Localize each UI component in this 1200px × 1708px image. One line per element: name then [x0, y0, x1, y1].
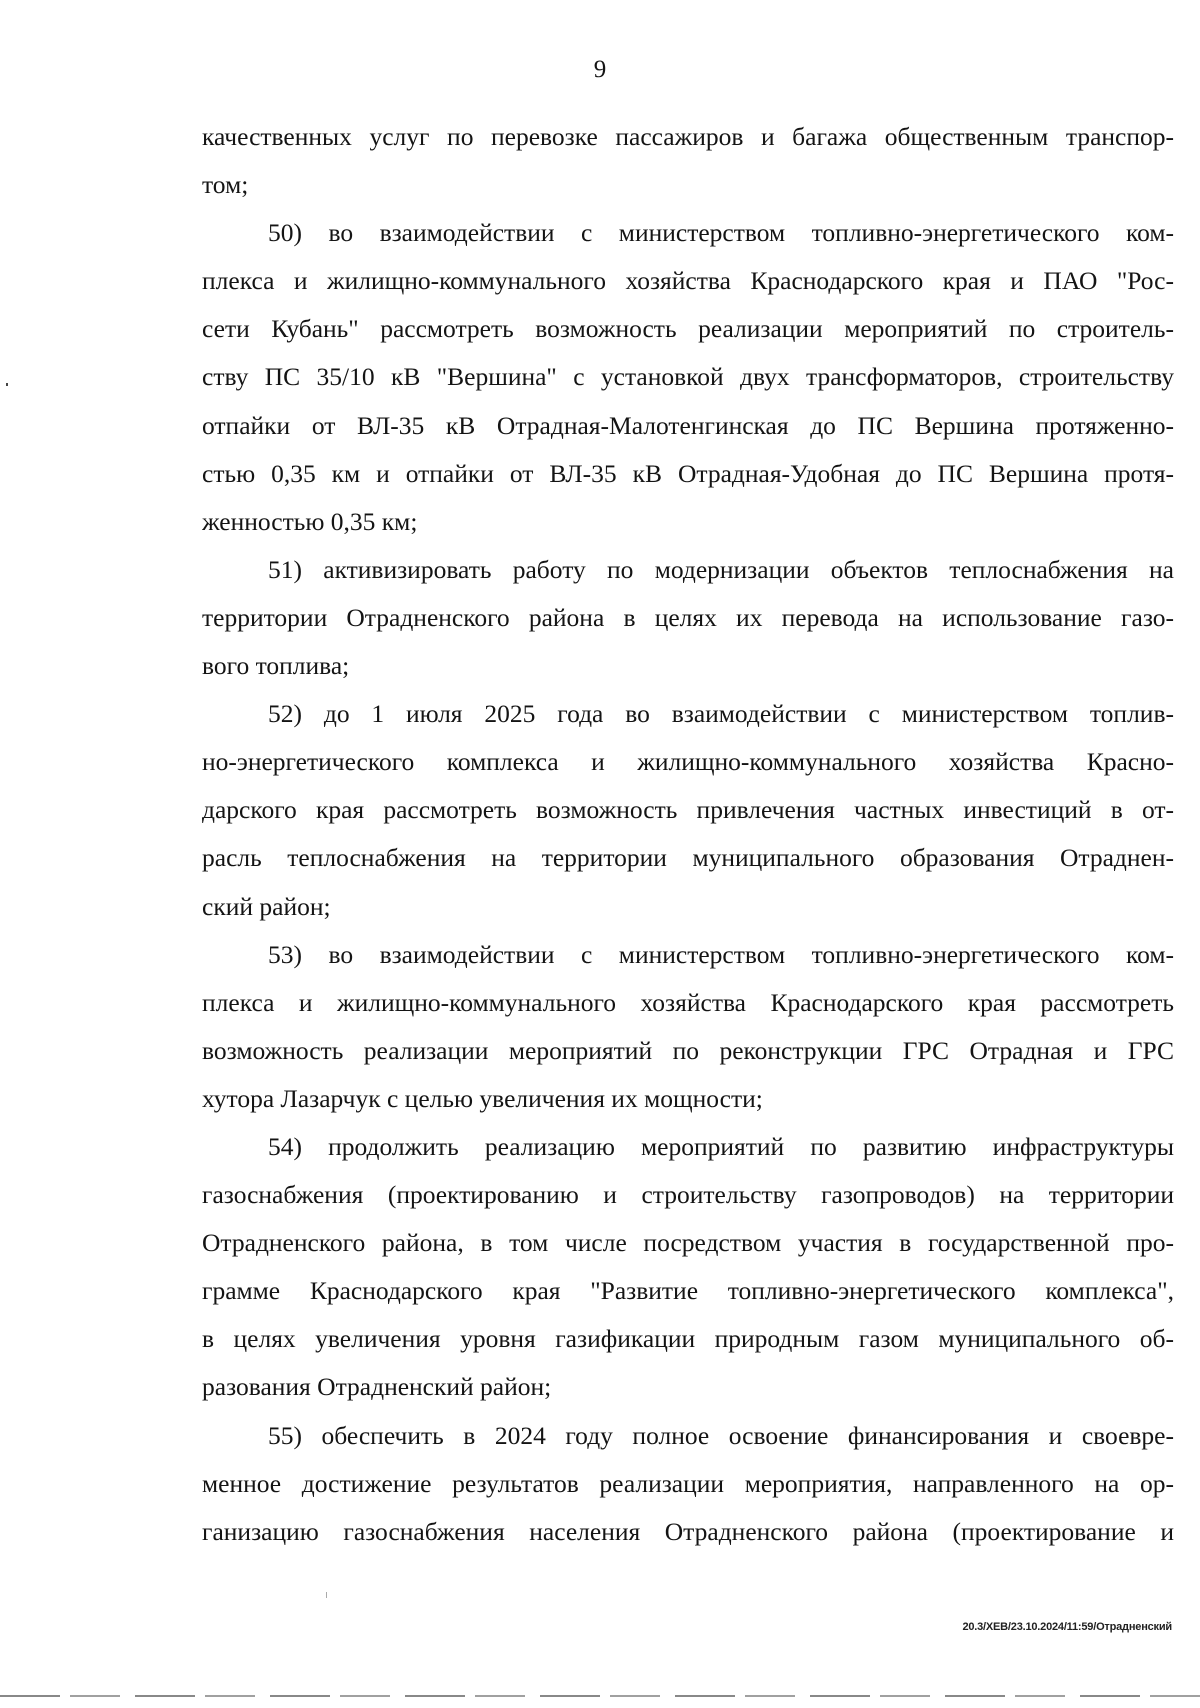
- scan-artifact-dot: [6, 383, 8, 386]
- body-text: [202, 113, 1174, 1556]
- text-line: 52) до 1 июля 2025 года во взаимодействии с министерством топлив-: [268, 699, 1174, 729]
- text-line: газоснабжения (проектированию и строительству газопроводов) на территории: [202, 1180, 1174, 1210]
- text-line: грамме Краснодарского края "Развитие топливно-энергетического комплекса",: [202, 1276, 1174, 1306]
- text-line: ский район;: [202, 891, 331, 921]
- text-line: возможность реализации мероприятий по реконструкции ГРС Отрадная и ГРС: [202, 1035, 1174, 1065]
- text-line: в целях увеличения уровня газификации природным газом муниципального об-: [202, 1324, 1174, 1354]
- text-line: территории Отрадненского района в целях их перевода на использование газо-: [202, 602, 1174, 632]
- scan-artifact-tick: [326, 1592, 327, 1598]
- scan-bottom-edge: [0, 1695, 1200, 1697]
- footer-stamp: 20.3/ХЕВ/23.10.2024/11:59/Отрадненский: [962, 1621, 1172, 1633]
- text-line: 53) во взаимодействии с министерством топливно-энергетического ком-: [268, 939, 1174, 969]
- text-line: 50) во взаимодействии с министерством топливно-энергетического ком-: [268, 218, 1174, 248]
- text-line: дарского края рассмотреть возможность привлечения частных инвестиций в от-: [202, 795, 1174, 825]
- text-line: ганизацию газоснабжения населения Отрадненского района (проектирование и: [202, 1516, 1174, 1546]
- text-line: 54) продолжить реализацию мероприятий по развитию инфраструктуры: [268, 1131, 1174, 1161]
- page-number: 9: [593, 56, 607, 83]
- text-line: женностью 0,35 км;: [202, 506, 418, 536]
- text-line: хутора Лазарчук с целью увеличения их мощности;: [202, 1083, 763, 1113]
- text-line: 55) обеспечить в 2024 году полное освоение финансирования и своевре-: [268, 1420, 1174, 1450]
- text-line: ству ПС 35/10 кВ "Вершина" с установкой двух трансформаторов, строительству: [202, 362, 1174, 392]
- text-line: качественных услуг по перевозке пассажиров и багажа общественным транспор-: [202, 122, 1174, 151]
- text-line: том;: [202, 170, 249, 200]
- text-line: сети Кубань" рассмотреть возможность реализации мероприятий по строитель-: [202, 314, 1174, 344]
- text-line: плекса и жилищно-коммунального хозяйства Краснодарского края рассмотреть: [202, 987, 1174, 1017]
- text-line: менное достижение результатов реализации мероприятия, направленного на ор-: [202, 1468, 1174, 1498]
- text-line: стью 0,35 км и отпайки от ВЛ-35 кВ Отрадная-Удобная до ПС Вершина протя-: [202, 458, 1174, 488]
- text-line: разования Отрадненский район;: [202, 1372, 552, 1402]
- text-line: 51) активизировать работу по модернизации объектов теплоснабжения на: [268, 554, 1174, 584]
- text-line: расль теплоснабжения на территории муниципального образования Отраднен-: [202, 843, 1174, 873]
- text-line: отпайки от ВЛ-35 кВ Отрадная-Малотенгинская до ПС Вершина протяженно-: [202, 410, 1174, 440]
- text-line: Отрадненского района, в том числе посредством участия в государственной про-: [202, 1228, 1174, 1258]
- text-line: вого топлива;: [202, 651, 350, 681]
- text-line: но-энергетического комплекса и жилищно-коммунального хозяйства Красно-: [202, 747, 1174, 777]
- text-line: плекса и жилищно-коммунального хозяйства Краснодарского края и ПАО "Рос-: [202, 266, 1174, 296]
